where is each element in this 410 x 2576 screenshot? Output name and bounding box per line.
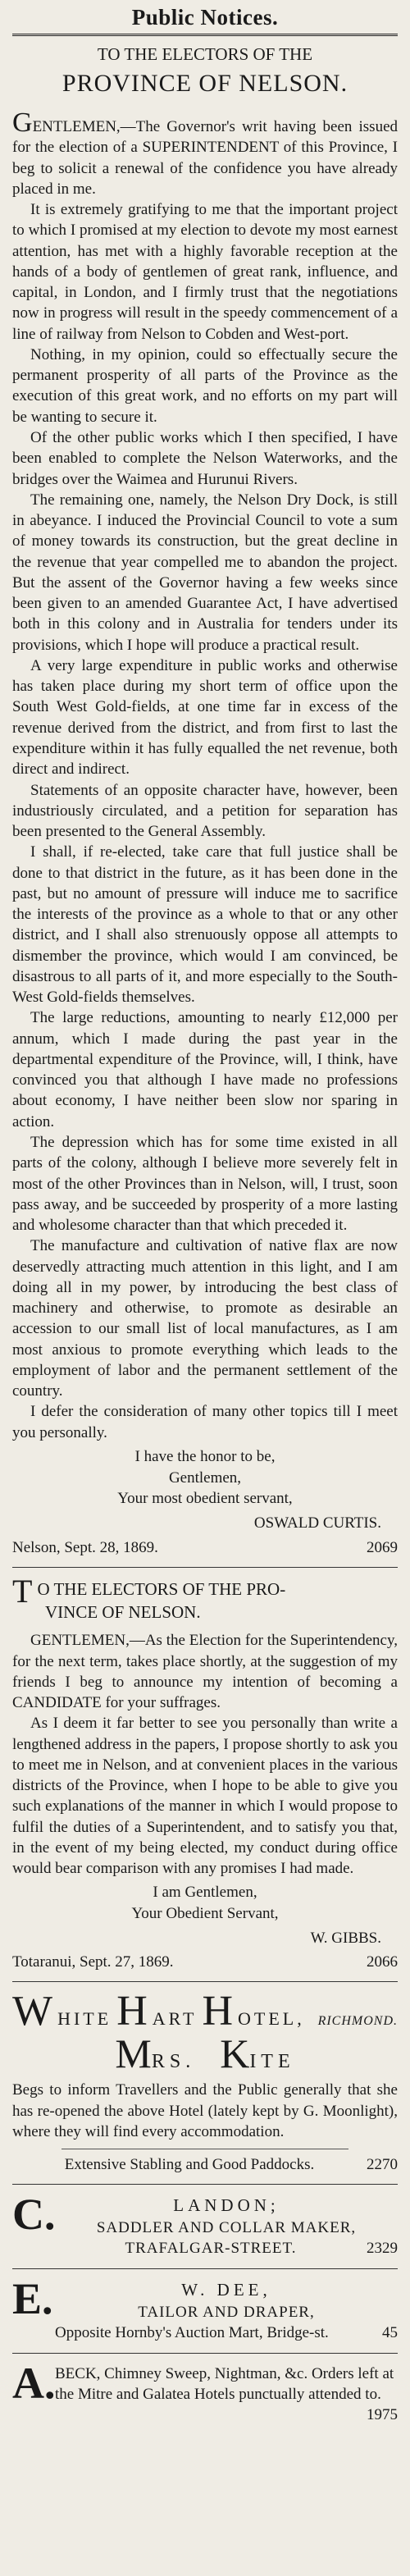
curtis-notice	[12, 44, 398, 1557]
curtis-paragraph: The depression which has for some time existed in all parts of the colony, although I believe more severely felt in most of the other Provinces than in Nelson, will, I trust, soon pass away, and be succeeded by prosperity of a more lasting and wholesome character than that which preceded it.	[12, 1134, 398, 1235]
hotel-number: 2270	[367, 2156, 398, 2174]
curtis-closing: I have the honor to be, Gentlemen, Your most obedient servant,	[117, 1448, 293, 1508]
curtis-paragraph: Statements of an opposite character have, however, been industriously circulated, and a petition for separation has been presented to the General Assembly.	[12, 781, 398, 841]
curtis-dateline	[12, 1539, 398, 1557]
masthead: Public Notices.	[131, 5, 279, 30]
hotel-heading: W HITE H ART H OTEL, RICHMOND.	[12, 1988, 398, 2035]
curtis-paragraph-1: GENTLEMEN,—The Governor's writ having been issued for the election of a SUPERINTENDENT of this Province, I beg to solicit a renewal of the confidence you have already placed in me.	[12, 107, 398, 198]
gibbs-paragraph: GENTLEMEN,—As the Election for the Superintendency, for the next term, takes place shortly, at the suggestion of my friends I beg to announce my intention of becoming a CANDIDATE for your suffrages.	[12, 1632, 398, 1712]
landon-letter: C.	[12, 2190, 56, 2240]
gibbs-signature: W. GIBBS.	[310, 1929, 381, 1947]
curtis-paragraph: Nothing, in my opinion, could so effectually secure the permanent prosperity of all parts of the Province as the execution of this great work, and no efforts on my part will be wanting to secure it.	[12, 345, 398, 426]
dee-address: Opposite Hornby's Auction Mart, Bridge-st.	[55, 2323, 329, 2341]
landon-notice	[12, 2190, 398, 2259]
curtis-paragraph: A very large expenditure in public works and otherwise has taken place during my short term of office upon the South West Gold-fields, at one time far in excess of the revenue derived from the district, and from first to last the expenditure within it has fully equalled the net revenue, both direct and indirect.	[12, 656, 398, 779]
curtis-paragraph: I defer the consideration of many other topics till I meet you personally.	[12, 1403, 398, 1441]
curtis-number: 2069	[367, 1538, 398, 1556]
beck-notice	[12, 2358, 398, 2425]
gibbs-big-letter: T	[12, 1572, 33, 1610]
hotel-footer: Extensive Stabling and Good Paddocks. 2270	[64, 2156, 398, 2174]
dee-name: W. DEE,	[181, 2280, 271, 2300]
dee-notice	[12, 2274, 398, 2343]
gibbs-closing: I am Gentlemen, Your Obedient Servant,	[131, 1884, 279, 1923]
curtis-paragraph: Of the other public works which I then specified, I have been enabled to complete the Nelson Waterworks, and the bridges over the Waimea and Hurunui Rivers.	[12, 428, 398, 488]
divider	[12, 2353, 398, 2354]
curtis-paragraph: I shall, if re-elected, take care that full justice shall be done to that district in the future, as it has been done in the past, but no amount of pressure will induce me to sacrifice the interests of the province as a whole to that or any other district, and I shall also strenuously oppose all attempts to dismember the province, which would I am convinced, be disastrous to all parts of it, and more especially to the South-West Gold-fields themselves.	[12, 843, 398, 1007]
landon-trade: SADDLER AND COLLAR MAKER,	[96, 2218, 357, 2236]
landon-address: TRAFALGAR-STREET.	[125, 2239, 297, 2257]
landon-number: 2329	[367, 2239, 398, 2257]
divider	[12, 2268, 398, 2269]
gibbs-dateline	[12, 1953, 398, 1971]
gibbs-paragraph: As I deem it far better to see you personally than write a lengthened address in the papers, I propose shortly to ask you to meet me in Nelson, and at convenient places in the various districts of the Province, when I hope to be able to give you such explanations of the manner in which I would propose to fulfil the duties of a Superintendent, and to satisfy you that, in the event of my being elected, my conduct during office would bear comparison with any promises I had made.	[12, 1715, 398, 1878]
curtis-heading-1: TO THE ELECTORS OF THE	[97, 44, 313, 64]
curtis-paragraph: It is extremely gratifying to me that the important project to which I promised at my election to devote my most earnest attention, has met with a highly favorable reception at the hands of a body of gentlemen of great rank, influence, and capital, in London, and I firmly trust that the negotiations now in progress will result in the speedy commencement of a line of railway from Nelson to Cobden and West-port.	[12, 201, 398, 343]
gibbs-date: Totaranui, Sept. 27, 1869.	[12, 1953, 174, 1971]
hotel-body: Begs to inform Travellers and the Public generally that she has re-opened the above Hotel (lately kept by G. Moonlight), where they will find every accommodation.	[12, 2081, 398, 2140]
curtis-date: Nelson, Sept. 28, 1869.	[12, 1538, 158, 1556]
divider	[12, 2184, 398, 2185]
beck-letter: A.	[12, 2358, 56, 2408]
hotel-notice	[12, 1988, 398, 2174]
gibbs-notice	[12, 1572, 398, 1972]
masthead-rule	[12, 34, 398, 36]
hotel-location: RICHMOND.	[317, 2014, 398, 2029]
beck-text: BECK, Chimney Sweep, Nightman, &c. Orders left at the Mitre and Galatea Hotels punctually attended to.	[55, 2364, 394, 2403]
beck-number: 1975	[367, 2406, 398, 2424]
divider	[12, 1567, 398, 1568]
curtis-paragraph: The remaining one, namely, the Nelson Dry Dock, is still in abeyance. I induced the Provincial Council to vote a sum of money towards its construction, but the great decline in the revenue that year compelled me to abandon the project. But the assent of the Governor having a few weeks since been given to an amended Guarantee Act, I have advertised both in this colony and in Australia for tenders under its provisions, which I hope will produce a practical result.	[12, 491, 398, 654]
dropcap: G	[12, 107, 33, 138]
proprietor-heading: MRS. KITE	[115, 2030, 295, 2077]
curtis-paragraph: The manufacture and cultivation of native flax are now deservedly attracting much attention in this light, and I am doing all in my power, by introducing the best class of machinery and otherwise, to promote as desirable an accession to our small list of local manufactures, as I am most anxious to promote everything which leads to the employment of labor and the permanent settlement of the country.	[12, 1237, 398, 1400]
curtis-heading-2: PROVINCE OF NELSON.	[61, 70, 348, 97]
dee-number: 45	[382, 2323, 398, 2341]
curtis-paragraph: The large reductions, amounting to nearly £12,000 per annum, which I made during the past year in the departmental expenditure of the Province, will, I think, have convinced you that although I have made no professions about economy, I have neither been slow nor sparing in action.	[12, 1009, 398, 1130]
dee-trade: TAILOR AND DRAPER,	[138, 2303, 315, 2321]
dee-letter: E.	[12, 2274, 53, 2324]
gibbs-heading: T O THE ELECTORS OF THE PRO- VINCE OF NELSON.	[12, 1572, 286, 1622]
curtis-signature: OSWALD CURTIS.	[253, 1514, 381, 1532]
gibbs-number: 2066	[367, 1953, 398, 1971]
divider	[12, 1981, 398, 1982]
newspaper-page	[12, 0, 398, 2425]
landon-name: LANDON;	[173, 2195, 280, 2216]
